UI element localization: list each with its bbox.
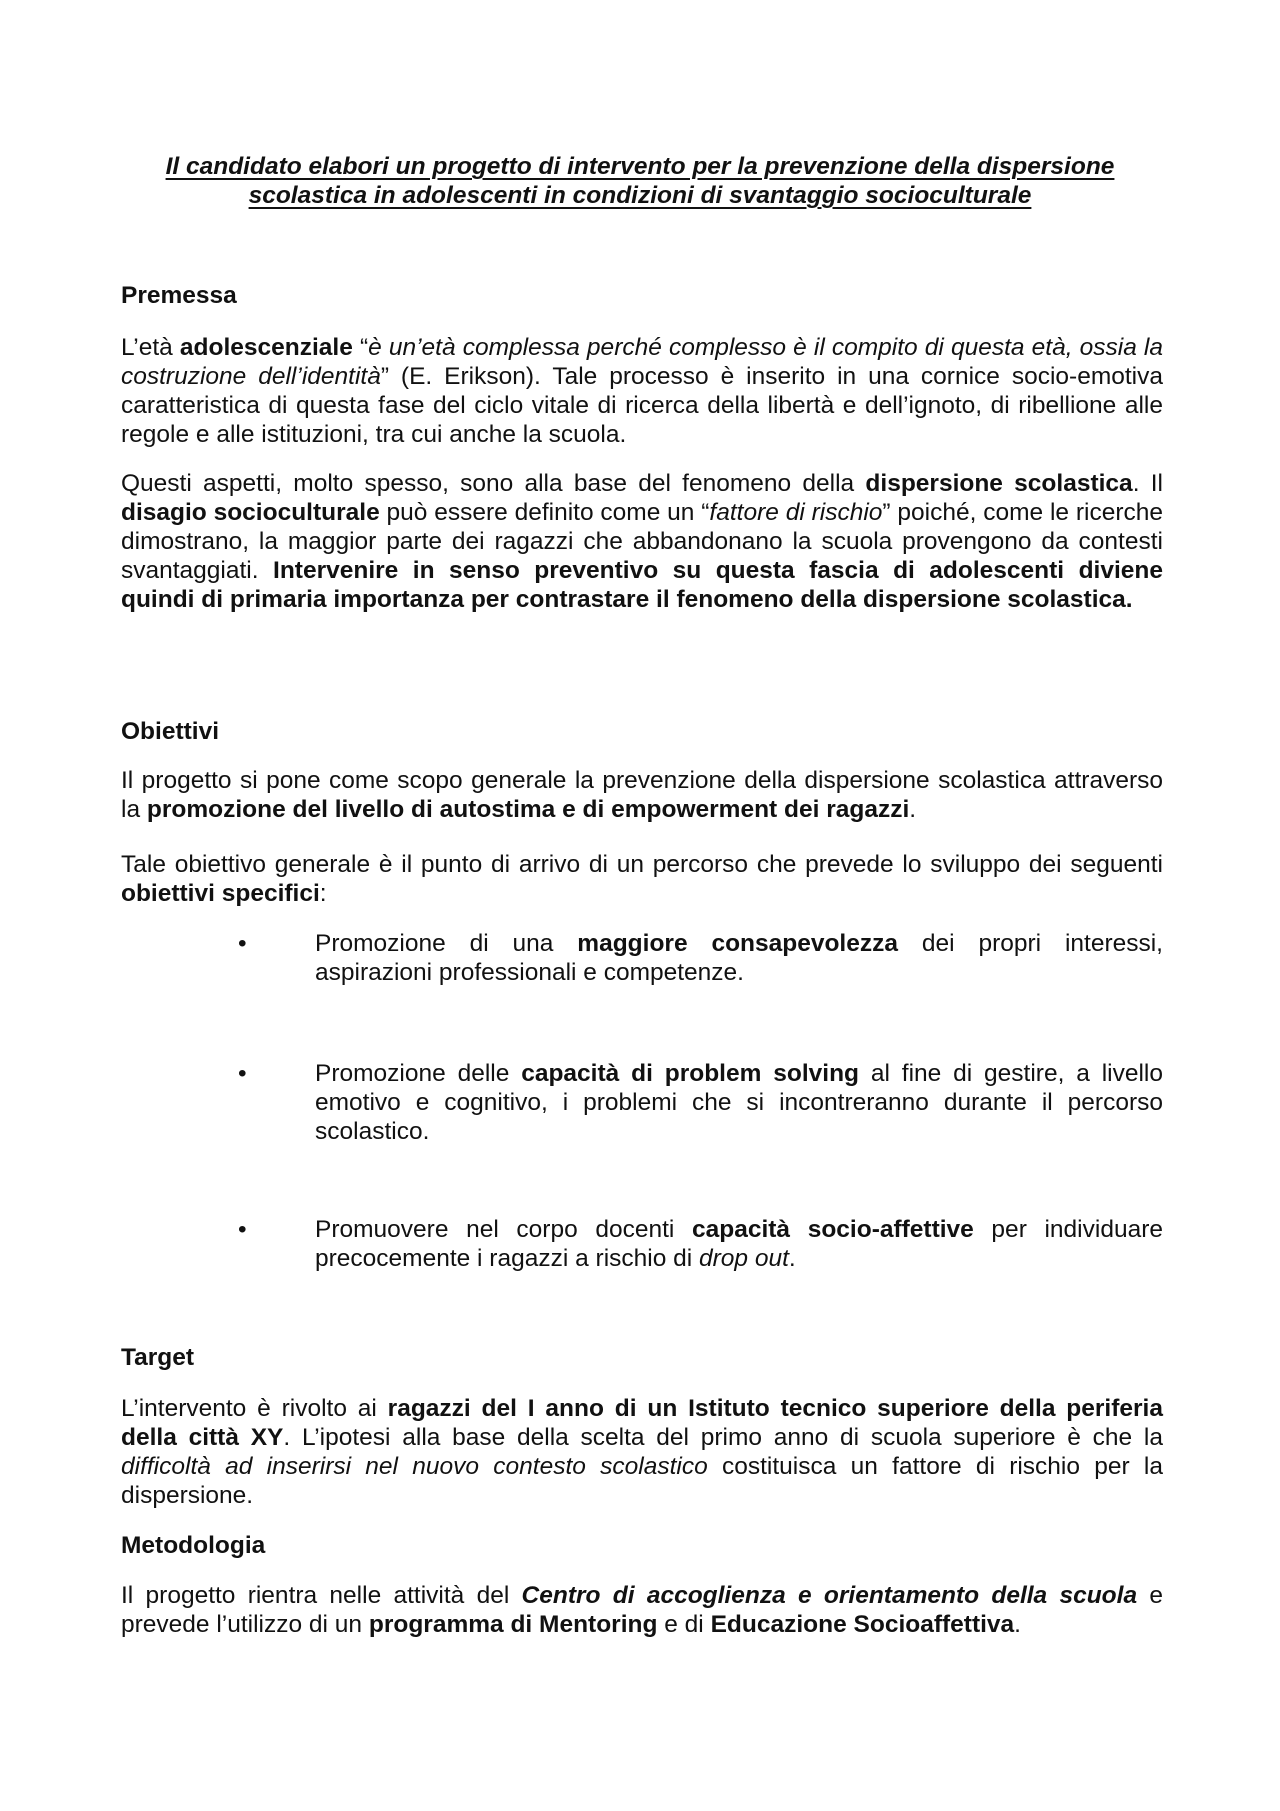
text-run: .: [788, 1245, 796, 1272]
paragraph-premessa-1: [121, 333, 1163, 449]
paragraph-obiettivi-2: [121, 850, 1163, 908]
italic-run: è un’età complessa perché complesso è il compito di questa età, ossia la costruzione dell’identità: [121, 334, 1163, 390]
text-run: L’intervento è rivolto ai: [121, 1395, 388, 1422]
text-run: Promozione di una: [315, 930, 578, 957]
text-run: ” (E. Erikson). Tale processo è inserito in una cornice socio-emotiva caratteristica di questa fase del ciclo vitale di ricerca della libertà e dell’ignoto, di ribellione alle regole e alle istituzioni, tra cui anche la scuola.: [121, 363, 1163, 448]
text-run: e di: [657, 1611, 711, 1638]
text-run: . L’ipotesi alla base della scelta del primo anno di scuola superiore è che la: [283, 1424, 1163, 1451]
bold-run: obiettivi specifici: [121, 880, 320, 907]
bold-run: capacità socio-affettive: [692, 1216, 974, 1243]
text-run: Il progetto rientra nelle attività del: [121, 1582, 522, 1609]
paragraph-premessa-2: [121, 469, 1163, 614]
text-run: e prevede l’utilizzo di un: [121, 1582, 1163, 1638]
bold-run: dispersione scolastica: [865, 470, 1133, 497]
heading-premessa: Premessa: [121, 282, 237, 309]
bold-run: disagio socioculturale: [121, 499, 380, 526]
bullet-icon: •: [238, 1216, 247, 1243]
italic-run: drop out: [699, 1245, 789, 1272]
heading-obiettivi: Obiettivi: [121, 718, 220, 745]
bullet-icon: •: [238, 1060, 247, 1087]
heading-target: Target: [121, 1344, 195, 1371]
title-line-2: scolastica in adolescenti in condizioni di svantaggio socioculturale: [248, 182, 1032, 209]
text-run: dei propri interessi, aspirazioni professionali e competenze.: [315, 930, 1163, 986]
bold-run: maggiore consapevolezza: [577, 930, 898, 957]
document-title: [120, 152, 1160, 210]
text-run: “: [352, 334, 369, 361]
text-run: per individuare precocemente i ragazzi a rischio di: [315, 1216, 1163, 1272]
text-run: Questi aspetti, molto spesso, sono alla base del fenomeno della: [121, 470, 866, 497]
text-run: può essere definito come un “: [379, 499, 710, 526]
paragraph-metodologia-1: [121, 1581, 1163, 1639]
text-run: . Il: [1132, 470, 1163, 497]
text-run: .: [1014, 1611, 1021, 1638]
bold-run: capacità di problem solving: [521, 1060, 859, 1087]
bold-run: Educazione Socioaffettiva: [710, 1611, 1015, 1638]
bold-italic-run: Centro di accoglienza e orientamento della scuola: [521, 1582, 1138, 1609]
paragraph-target-1: [121, 1394, 1163, 1510]
text-run: al fine di gestire, a livello emotivo e cognitivo, i problemi che si incontreranno durante il percorso scolastico.: [315, 1060, 1163, 1145]
text-run: Tale obiettivo generale è il punto di arrivo di un percorso che prevede lo sviluppo dei seguenti: [121, 851, 1163, 878]
bullet-icon: •: [238, 930, 247, 957]
bold-run: ragazzi del I anno di un Istituto tecnico superiore della periferia della città XY: [121, 1395, 1163, 1451]
text-run: :: [319, 880, 327, 907]
text-run: costituisca un fattore di rischio per la dispersione.: [121, 1453, 1163, 1509]
bold-run: adolescenziale: [179, 334, 353, 361]
list-item-text: [315, 1215, 1163, 1273]
heading-metodologia: Metodologia: [121, 1532, 266, 1559]
italic-run: difficoltà ad inserirsi nel nuovo contesto scolastico: [121, 1453, 708, 1480]
bold-run: Intervenire in senso preventivo su questa fascia di adolescenti diviene quindi di primaria importanza per contrastare il fenomeno della dispersione scolastica.: [121, 557, 1163, 613]
text-run: Il progetto si pone come scopo generale la prevenzione della dispersione scolastica attraverso la: [121, 767, 1163, 823]
bold-run: promozione del livello di autostima e di empowerment dei ragazzi: [146, 796, 910, 823]
title-line-1: Il candidato elabori un progetto di intervento per la prevenzione della dispersione: [165, 153, 1115, 180]
bold-run: programma di Mentoring: [368, 1611, 658, 1638]
text-run: L’età: [121, 334, 180, 361]
paragraph-obiettivi-1: [121, 766, 1163, 824]
text-run: Promuovere nel corpo docenti: [315, 1216, 692, 1243]
italic-run: fattore di rischio: [709, 499, 883, 526]
list-item-text: [315, 1059, 1163, 1146]
text-run: ” poiché, come le ricerche dimostrano, la maggior parte dei ragazzi che abbandonano la scuola provengono da contesti svantaggiati.: [121, 499, 1163, 584]
text-run: Promozione delle: [315, 1060, 522, 1087]
text-run: .: [909, 796, 917, 823]
list-item-text: [315, 929, 1163, 987]
